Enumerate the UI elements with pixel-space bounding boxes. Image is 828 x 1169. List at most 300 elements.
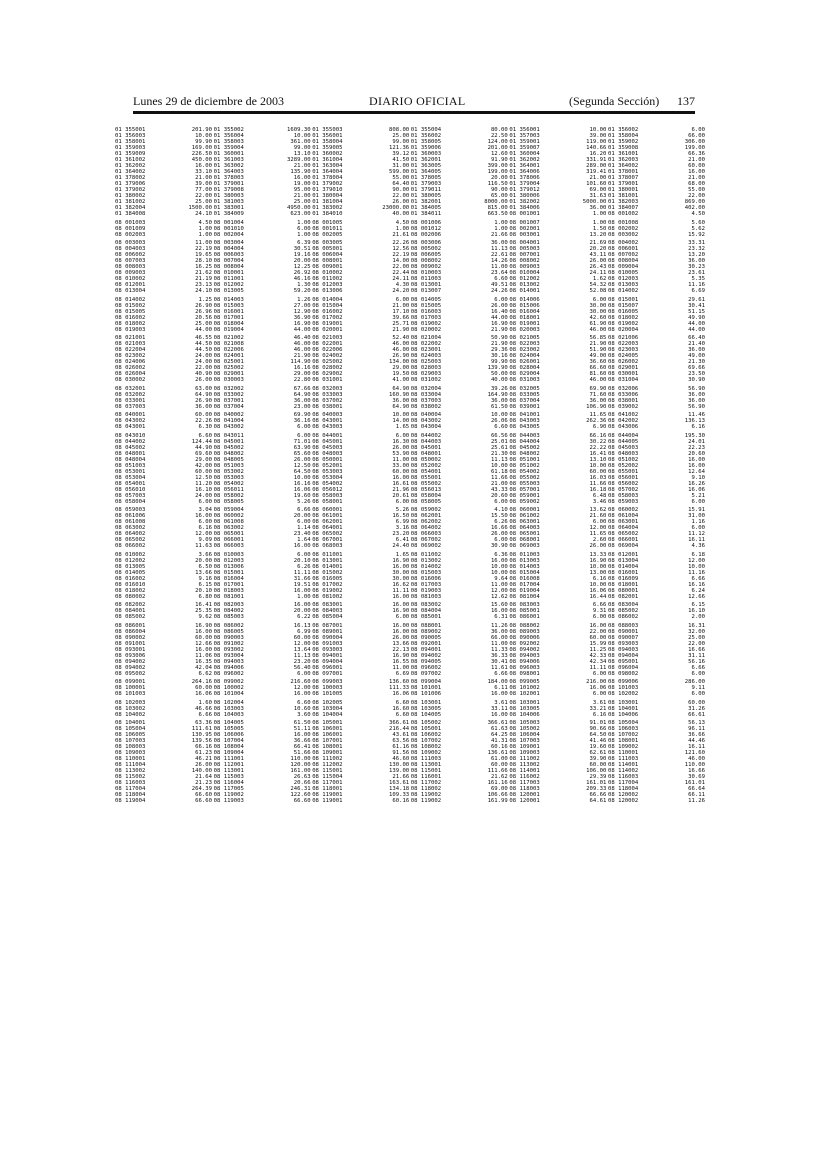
table-row — [214, 712, 311, 718]
tariff-code: 08 011003 — [410, 276, 442, 282]
tariff-value: 27.00 — [293, 302, 311, 309]
tariff-value: 26.96 — [195, 308, 212, 315]
tariff-code: 08 040003 — [312, 412, 343, 418]
table-row — [411, 691, 508, 697]
tariff-value: 13.10 — [293, 151, 311, 157]
tariff-value: 6.00 — [297, 551, 311, 558]
tariff-value: 134.00 — [388, 359, 410, 365]
tariff-code: 08 083004 — [607, 602, 639, 608]
table-column — [509, 127, 606, 217]
tariff-code: 08 043011 — [213, 432, 244, 439]
tariff-code: 08 066001 — [213, 537, 244, 543]
tariff-code: 08 044002 — [410, 432, 442, 439]
tariff-value: 26.92 — [293, 270, 311, 276]
tariff-value: 5.21 — [691, 492, 705, 499]
table-column — [608, 700, 705, 718]
tariff-value: 21.00 — [688, 175, 705, 181]
tariff-code: 08 055003 — [509, 480, 540, 487]
tariff-value: 36.00 — [490, 628, 508, 635]
tariff-code: 01 363002 — [213, 163, 244, 169]
tariff-code: 01 379011 — [410, 187, 442, 193]
tariff-code: 08 043004 — [410, 424, 442, 430]
tariff-code: 08 111002 — [312, 756, 343, 762]
tariff-value: 361.00 — [290, 139, 311, 145]
tariff-value: 64.90 — [392, 385, 410, 392]
tariff-code: 08 115001 — [410, 768, 442, 774]
tariff-code: 01 364003 — [213, 169, 244, 175]
tariff-value: 36.00 — [293, 397, 311, 404]
row-group — [115, 412, 705, 430]
table-row — [608, 377, 705, 383]
tariff-value: 22.26 — [195, 418, 212, 424]
tariff-code: 08 058005 — [213, 498, 244, 505]
table-column — [115, 507, 212, 549]
tariff-code: 08 102004 — [213, 699, 244, 706]
tariff-code: 08 037004 — [509, 397, 540, 404]
tariff-value: 24.10 — [195, 211, 212, 217]
tariff-value: 16.00 — [293, 543, 311, 549]
tariff-value: 11.25 — [589, 646, 607, 653]
tariff-value: 16.11 — [688, 744, 705, 750]
tariff-value: 42.00 — [195, 462, 212, 469]
tariff-value: 26.00 — [293, 456, 311, 463]
tariff-value: 3.46 — [592, 498, 607, 505]
tariff-code: 08 085001 — [509, 608, 540, 614]
tariff-value: 31.11 — [688, 652, 705, 659]
tariff-value: 11.20 — [195, 480, 212, 487]
tariff-value: 16.90 — [392, 557, 410, 564]
tariff-value: 16.00 — [293, 732, 311, 738]
table-column — [411, 700, 508, 718]
tariff-value: 69.90 — [589, 385, 607, 392]
table-row — [312, 499, 409, 505]
tariff-code: 08 054001 — [410, 468, 442, 475]
tariff-code: 08 082003 — [213, 602, 244, 608]
tariff-code: 08 010002 — [115, 551, 146, 558]
tariff-code: 08 080002 — [115, 593, 146, 600]
tariff-code: 08 114001 — [607, 762, 639, 768]
tariff-value: 16.66 — [688, 646, 705, 653]
tariff-value: 6.00 — [297, 424, 311, 430]
tariff-value: 11.12 — [688, 531, 705, 537]
table-column — [608, 220, 705, 238]
tariff-value: 6.00 — [297, 670, 311, 677]
tariff-value: 6.16 — [198, 525, 212, 531]
tariff-value: 6.00 — [494, 537, 508, 543]
tariff-table — [115, 127, 705, 807]
tariff-code: 08 043002 — [115, 418, 146, 424]
table-row — [411, 798, 508, 804]
tariff-value: 25.00 — [392, 133, 410, 139]
tariff-value: 1.00 — [198, 225, 212, 232]
tariff-code: 08 013006 — [213, 563, 244, 570]
tariff-value: 21.90 — [490, 341, 508, 347]
tariff-code: 08 030001 — [607, 371, 639, 377]
tariff-value: 62.61 — [589, 750, 607, 756]
tariff-value: 64.50 — [293, 468, 311, 475]
tariff-value: 16.00 — [195, 513, 212, 519]
tariff-value: 6.00 — [395, 498, 410, 505]
tariff-code: 08 106001 — [312, 726, 343, 732]
tariff-code: 08 022006 — [312, 347, 343, 353]
tariff-value: 13.66 — [195, 569, 212, 576]
tariff-code: 08 009002 — [410, 264, 442, 270]
tariff-value: 169.00 — [191, 145, 212, 151]
tariff-value: 11.06 — [195, 652, 212, 659]
tariff-value: 6.00 — [494, 296, 508, 303]
tariff-code: 08 054002 — [509, 468, 540, 475]
tariff-code: 01 355001 — [115, 127, 146, 133]
tariff-value: 21.00 — [688, 157, 705, 163]
tariff-value: 39.66 — [392, 314, 410, 321]
tariff-value: 10.00 — [293, 474, 311, 481]
tariff-code: 08 104001 — [115, 720, 146, 726]
tariff-value: 13.33 — [589, 551, 607, 558]
tariff-code: 08 054002 — [312, 480, 343, 487]
table-row — [312, 712, 409, 718]
tariff-code: 08 116004 — [213, 780, 244, 786]
table-row — [214, 404, 311, 410]
table-column — [214, 552, 311, 600]
tariff-code: 08 043002 — [410, 418, 442, 424]
tariff-code: 08 105003 — [509, 720, 540, 726]
tariff-code: 08 037003 — [115, 403, 146, 410]
tariff-code: 08 006003 — [213, 252, 244, 258]
tariff-code: 08 086002 — [607, 614, 639, 620]
row-group — [115, 700, 705, 718]
tariff-value: 26.90 — [195, 302, 212, 309]
tariff-code: 08 001002 — [607, 211, 639, 217]
tariff-value: 23.20 — [293, 658, 311, 665]
table-row — [411, 288, 508, 294]
tariff-code: 08 117004 — [115, 786, 146, 792]
tariff-value: 6.66 — [592, 602, 607, 608]
tariff-value: 6.00 — [691, 691, 705, 697]
tariff-code: 08 018002 — [115, 587, 146, 594]
tariff-value: 16.00 — [490, 608, 508, 614]
tariff-code: 08 019003 — [410, 587, 442, 594]
tariff-code: 08 083002 — [410, 602, 442, 608]
tariff-value: 63.90 — [293, 444, 311, 451]
tariff-code: 08 114001 — [509, 768, 540, 774]
table-row — [312, 424, 409, 430]
tariff-code: 08 065002 — [607, 531, 639, 537]
tariff-value: 36.00 — [589, 397, 607, 404]
tariff-value: 19.16 — [293, 252, 311, 258]
tariff-value: 71.01 — [293, 438, 311, 445]
tariff-code: 08 120001 — [509, 792, 540, 798]
tariff-value: 306.00 — [684, 139, 705, 145]
tariff-code: 08 010003 — [213, 551, 244, 558]
tariff-code: 08 108001 — [607, 738, 639, 744]
tariff-code: 08 057001 — [509, 486, 540, 493]
table-column — [312, 412, 409, 430]
tariff-code: 08 116003 — [115, 780, 146, 786]
tariff-value: 60.16 — [392, 798, 410, 804]
table-column — [115, 602, 212, 620]
tariff-code: 08 019002 — [312, 587, 343, 594]
tariff-code: 08 043010 — [115, 432, 146, 439]
tariff-value: 16.30 — [392, 438, 410, 445]
tariff-code: 08 119003 — [213, 798, 244, 804]
tariff-value: 109.33 — [388, 792, 410, 798]
tariff-code: 08 012002 — [115, 557, 146, 564]
tariff-value: 3.61 — [592, 699, 607, 706]
table-row — [312, 377, 409, 383]
tariff-value: 11.13 — [490, 246, 508, 252]
tariff-code: 01 356004 — [213, 133, 244, 139]
tariff-value: 1.60 — [198, 699, 212, 706]
tariff-value: 90.66 — [589, 726, 607, 732]
tariff-value: 22.50 — [490, 133, 508, 139]
row-group — [115, 679, 705, 697]
tariff-value: 26.00 — [392, 444, 410, 451]
tariff-code: 08 025003 — [410, 359, 442, 365]
tariff-code: 08 097001 — [312, 670, 343, 677]
table-row — [115, 211, 212, 217]
tariff-value: 11.00 — [392, 664, 410, 671]
tariff-value: 36.00 — [589, 205, 607, 211]
tariff-code: 01 364004 — [312, 169, 343, 175]
tariff-value: 60.00 — [589, 468, 607, 475]
tariff-value: 16.26 — [688, 480, 705, 487]
table-column — [312, 623, 409, 677]
tariff-value: 66.60 — [195, 798, 212, 804]
tariff-value: 1.00 — [297, 219, 311, 226]
tariff-value: 64.90 — [195, 391, 212, 398]
tariff-value: 161.00 — [290, 768, 311, 774]
tariff-code: 08 012003 — [213, 557, 244, 564]
tariff-code: 08 099003 — [312, 679, 343, 685]
table-row — [214, 424, 311, 430]
tariff-code: 08 001010 — [213, 225, 244, 232]
tariff-value: 60.00 — [688, 699, 705, 706]
tariff-value: 60.00 — [392, 468, 410, 475]
tariff-code: 08 040001 — [115, 412, 146, 418]
tariff-value: 26.00 — [392, 199, 410, 205]
tariff-code: 08 026002 — [607, 359, 639, 365]
tariff-value: 46.00 — [589, 326, 607, 333]
tariff-code: 08 101006 — [410, 691, 442, 697]
tariff-value: 20.00 — [293, 513, 311, 519]
tariff-code: 08 024001 — [213, 353, 244, 359]
tariff-code: 01 363005 — [410, 163, 442, 169]
table-column — [214, 720, 311, 804]
tariff-value: 4.50 — [691, 211, 705, 217]
tariff-code: 08 018001 — [509, 314, 540, 321]
tariff-code: 01 380003 — [213, 193, 244, 199]
tariff-code: 08 002005 — [312, 231, 343, 238]
tariff-value: 19.51 — [293, 581, 311, 588]
tariff-value: 331.91 — [586, 157, 607, 163]
tariff-code: 08 019004 — [213, 326, 244, 333]
tariff-code: 08 109001 — [312, 750, 343, 756]
tariff-code: 08 014002 — [607, 288, 639, 294]
tariff-code: 08 094004 — [312, 658, 343, 665]
tariff-value: 30.69 — [688, 774, 705, 780]
table-row — [411, 614, 508, 620]
table-row — [509, 798, 606, 804]
tariff-value: 1500.00 — [188, 205, 212, 211]
tariff-value: 16.90 — [195, 622, 212, 629]
tariff-value: 450.00 — [191, 157, 212, 163]
tariff-value: 46.00 — [293, 341, 311, 347]
tariff-code: 01 362001 — [410, 157, 442, 163]
tariff-code: 08 016004 — [509, 308, 540, 315]
tariff-value: 44.90 — [195, 444, 212, 451]
tariff-value: 184.00 — [487, 679, 508, 685]
row-group — [115, 720, 705, 804]
tariff-code: 08 010005 — [607, 270, 639, 276]
tariff-code: 08 037004 — [213, 403, 244, 410]
tariff-code: 08 117002 — [410, 780, 442, 786]
tariff-value: 6.00 — [395, 432, 410, 439]
tariff-value: 1.00 — [198, 231, 212, 238]
tariff-value: 26.63 — [293, 774, 311, 780]
tariff-value: 15.92 — [688, 231, 705, 238]
tariff-code: 08 015001 — [607, 296, 639, 303]
table-column — [115, 552, 212, 600]
tariff-value: 20.10 — [195, 587, 212, 594]
tariff-code: 01 384009 — [213, 211, 244, 217]
tariff-code: 08 025001 — [213, 359, 244, 365]
tariff-value: 12.62 — [490, 593, 508, 600]
tariff-code: 08 105001 — [410, 726, 442, 732]
tariff-code: 08 038001 — [312, 403, 343, 410]
header-title: DIARIO OFICIAL — [369, 94, 466, 108]
tariff-value: 21.62 — [195, 270, 212, 276]
tariff-value: 22.00 — [688, 640, 705, 647]
tariff-code: 08 014001 — [509, 288, 540, 294]
tariff-code: 08 082001 — [607, 593, 639, 600]
tariff-code: 08 014002 — [115, 296, 146, 303]
tariff-value: 99.90 — [195, 139, 212, 145]
tariff-value: 16.16 — [293, 480, 311, 487]
tariff-value: 23.40 — [293, 531, 311, 537]
table-column — [312, 602, 409, 620]
tariff-code: 01 362002 — [115, 163, 146, 169]
tariff-value: 16.00 — [392, 563, 410, 570]
tariff-value: 12.64 — [688, 468, 705, 475]
tariff-code: 08 012002 — [509, 276, 540, 282]
tariff-code: 08 050002 — [410, 456, 442, 463]
tariff-value: 16.35 — [195, 658, 212, 665]
tariff-code: 08 014005 — [115, 569, 146, 576]
tariff-value: 69.00 — [490, 786, 508, 792]
tariff-code: 08 016005 — [312, 575, 343, 582]
table-row — [411, 594, 508, 600]
tariff-value: 5.35 — [691, 276, 705, 282]
tariff-value: 6.00 — [592, 670, 607, 677]
tariff-value: 10.00 — [490, 462, 508, 469]
table-row — [411, 671, 508, 677]
tariff-value: 36.00 — [688, 397, 705, 404]
tariff-value: 21.66 — [490, 231, 508, 238]
tariff-code: 08 029002 — [312, 371, 343, 377]
tariff-value: 161.01 — [586, 780, 607, 786]
tariff-code: 08 093003 — [607, 640, 639, 647]
tariff-value: 16.25 — [195, 264, 212, 270]
tariff-code: 01 359002 — [607, 139, 639, 145]
tariff-code: 08 031003 — [509, 377, 540, 383]
tariff-value: 10.00 — [490, 569, 508, 576]
table-row — [312, 543, 409, 549]
tariff-code: 08 064004 — [607, 525, 639, 531]
tariff-value: 6.60 — [198, 432, 212, 439]
tariff-code: 08 024005 — [607, 353, 639, 359]
tariff-code: 08 013001 — [312, 557, 343, 564]
tariff-value: 40.90 — [195, 371, 212, 377]
tariff-value: 26.00 — [490, 302, 508, 309]
tariff-value: 69.60 — [195, 450, 212, 457]
tariff-code: 08 084002 — [213, 608, 244, 614]
tariff-value: 50.90 — [490, 335, 508, 341]
tariff-code: 08 090006 — [509, 634, 540, 641]
tariff-code: 08 113001 — [213, 768, 244, 774]
tariff-value: 29.00 — [293, 371, 311, 377]
tariff-code: 08 012003 — [607, 276, 639, 282]
tariff-code: 08 052002 — [410, 462, 442, 469]
table-column — [312, 720, 409, 804]
tariff-code: 08 053003 — [213, 474, 244, 481]
tariff-value: 1.30 — [297, 282, 311, 288]
tariff-code: 08 004002 — [607, 240, 639, 246]
tariff-code: 08 032005 — [509, 385, 540, 392]
tariff-value: 4.50 — [395, 219, 410, 226]
table-column — [411, 623, 508, 677]
table-column — [509, 700, 606, 718]
table-column — [312, 507, 409, 549]
table-column — [608, 623, 705, 677]
tariff-value: 6.66 — [297, 507, 311, 513]
table-row — [214, 288, 311, 294]
tariff-code: 08 009003 — [509, 264, 540, 270]
tariff-value: 216.00 — [586, 679, 607, 685]
table-row — [411, 543, 508, 549]
tariff-code: 01 359005 — [312, 145, 343, 151]
tariff-code: 08 115001 — [312, 768, 343, 774]
tariff-value: 22.00 — [195, 193, 212, 199]
table-column — [214, 623, 311, 677]
tariff-code: 08 106005 — [115, 732, 146, 738]
tariff-value: 6.39 — [297, 240, 311, 246]
table-column — [509, 602, 606, 620]
tariff-code: 08 057003 — [115, 492, 146, 499]
tariff-code: 08 062001 — [410, 513, 442, 519]
tariff-code: 08 091001 — [115, 640, 146, 647]
tariff-code: 08 089002 — [410, 628, 442, 635]
tariff-value: 66.41 — [293, 744, 311, 750]
table-row — [312, 288, 409, 294]
tariff-code: 01 380005 — [410, 193, 442, 199]
tariff-value: 11.13 — [293, 652, 311, 659]
tariff-code: 01 356001 — [312, 133, 343, 139]
tariff-value: 3.66 — [198, 551, 212, 558]
tariff-code: 08 044004 — [509, 438, 540, 445]
tariff-value: 81.60 — [589, 371, 607, 377]
table-row — [411, 377, 508, 383]
tariff-value: 16.40 — [490, 308, 508, 315]
tariff-code: 08 003004 — [213, 240, 244, 246]
tariff-code: 08 023003 — [607, 347, 639, 353]
tariff-value: 36.00 — [688, 391, 705, 398]
row-group — [115, 507, 705, 549]
tariff-code: 08 087001 — [312, 622, 343, 629]
tariff-value: 13.64 — [293, 646, 311, 653]
tariff-code: 08 110001 — [115, 756, 146, 762]
row-group — [115, 602, 705, 620]
tariff-value: 22.00 — [392, 264, 410, 270]
